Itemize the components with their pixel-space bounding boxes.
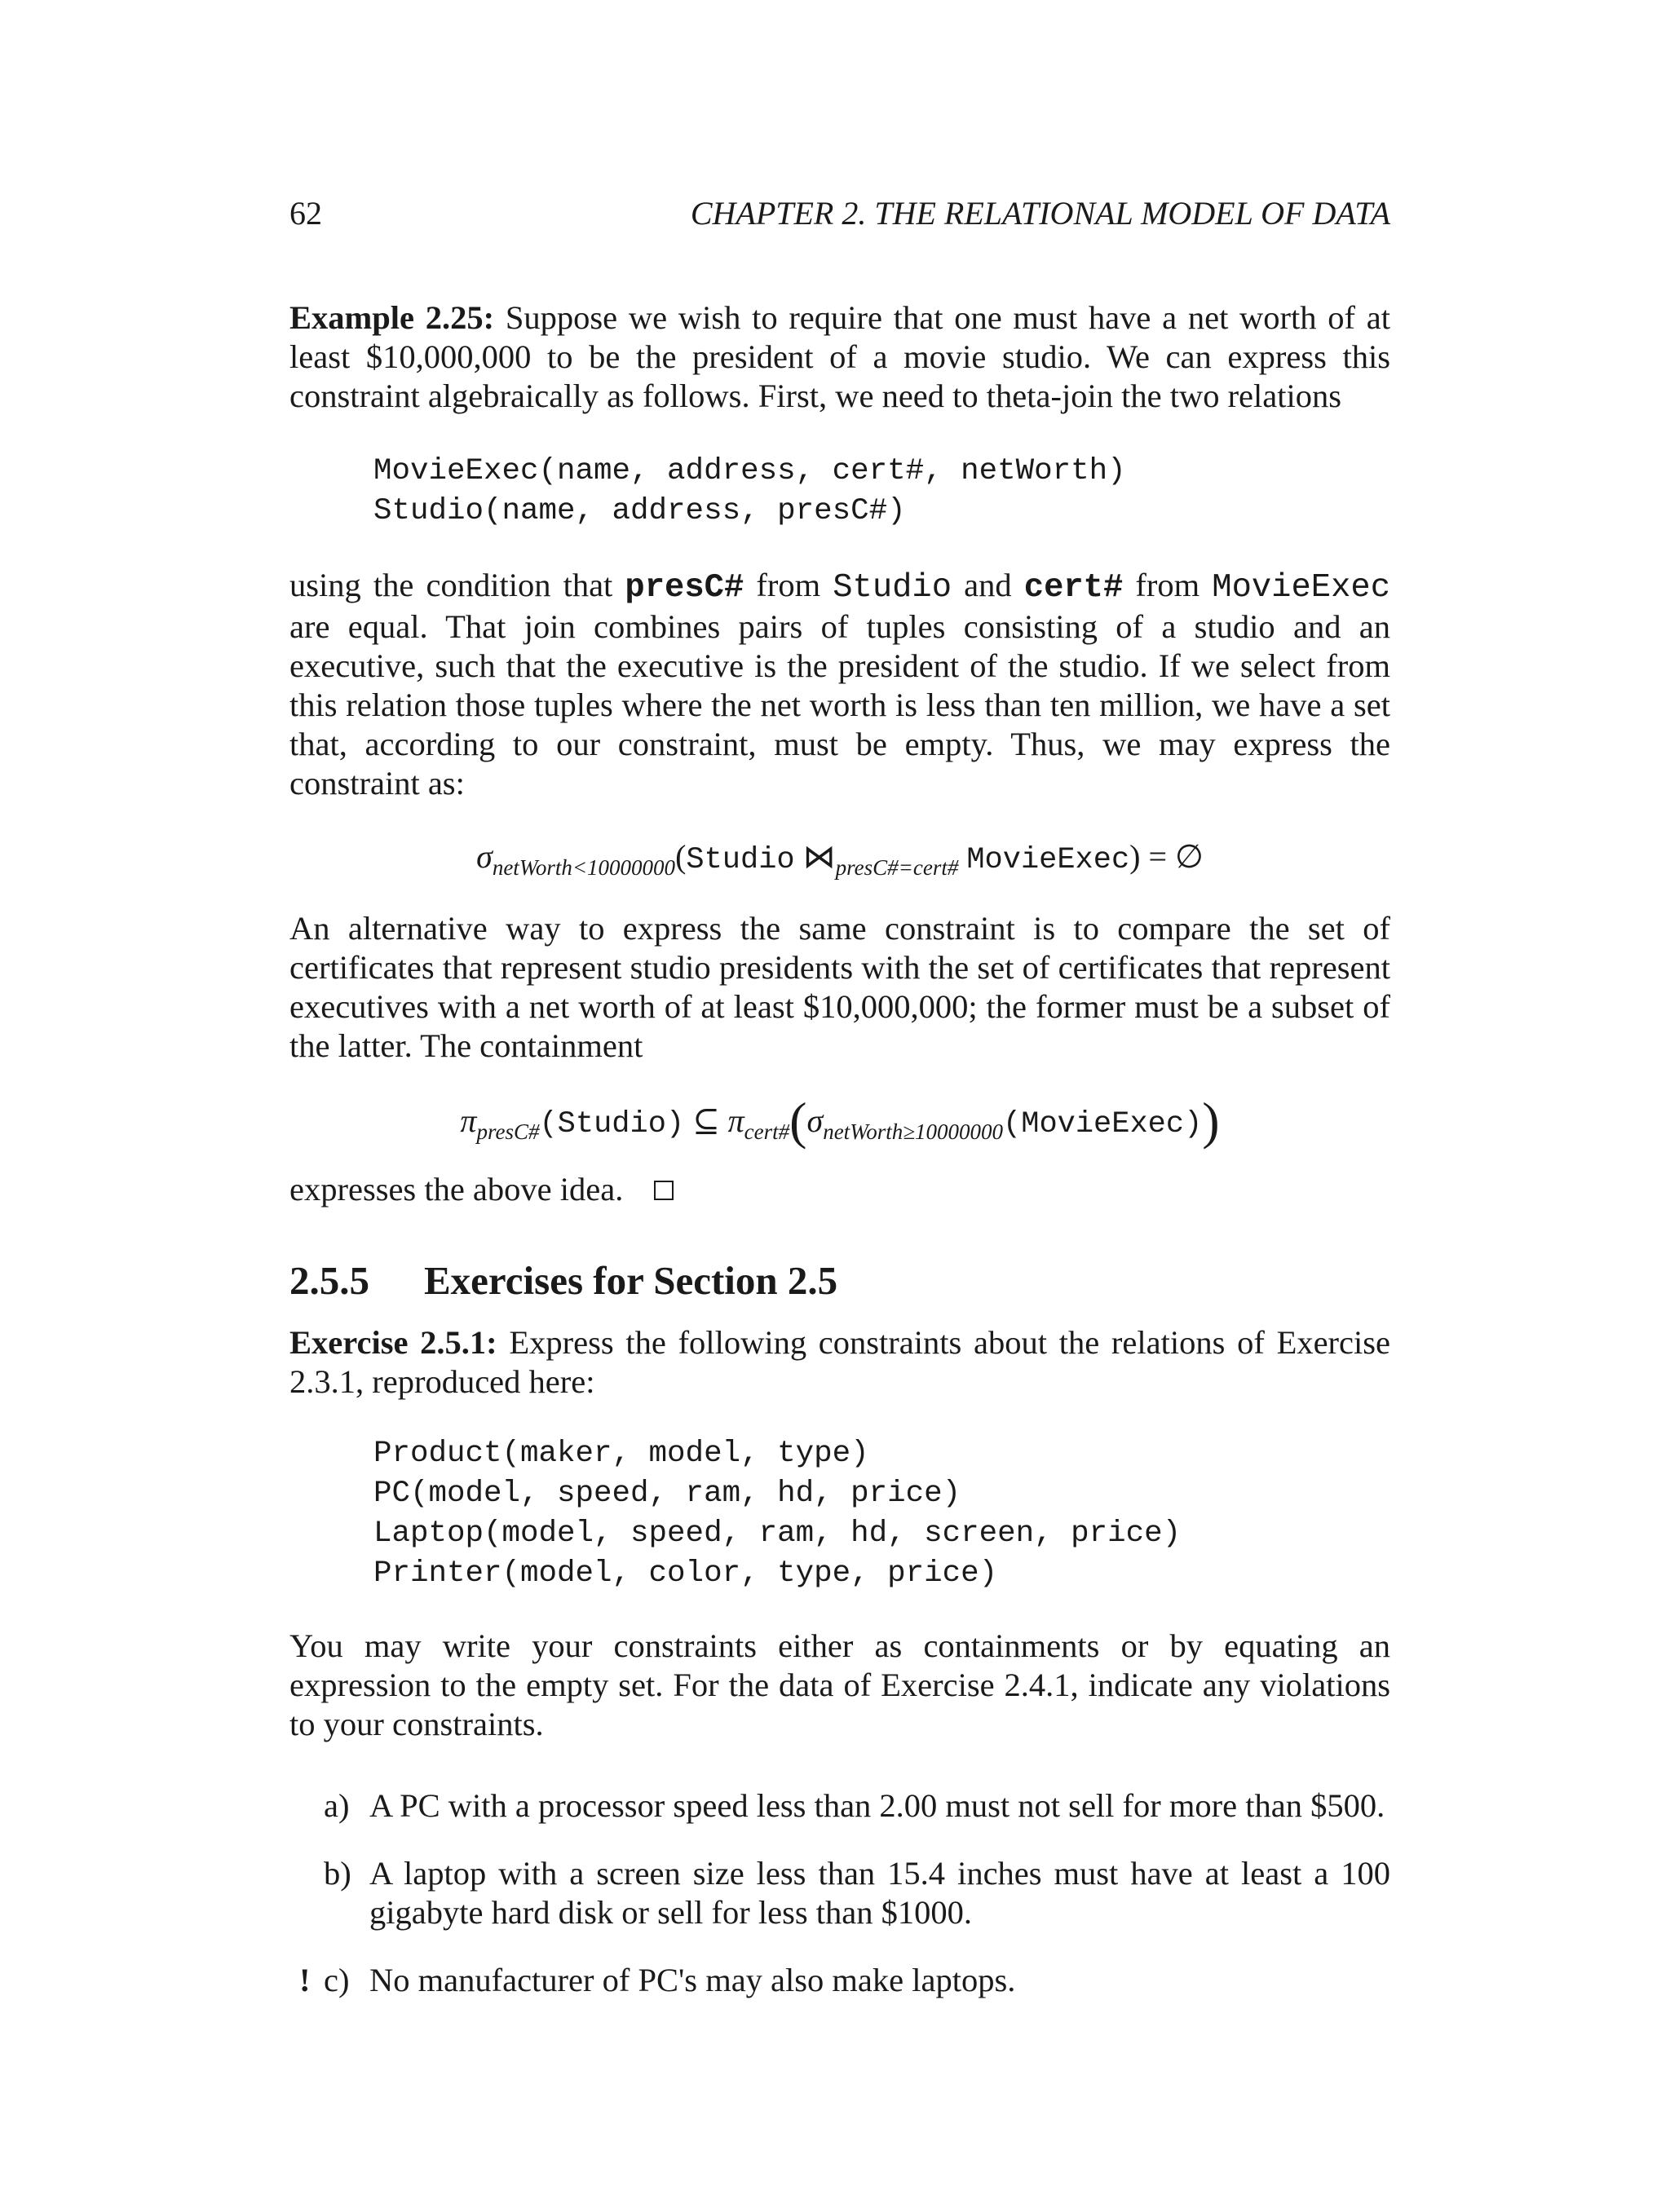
join-symbol: ⋈ (794, 838, 836, 875)
exercise-item-list (289, 1786, 1390, 2000)
difficulty-mark: ! (299, 1962, 311, 1998)
item-text: A PC with a processor speed less than 2.00 must not sell for more than $500. (369, 1787, 1385, 1824)
selection-condition: netWorth<10000000 (492, 855, 676, 880)
code-term: presC# (625, 569, 744, 607)
item-label: a) (324, 1787, 350, 1824)
big-paren: ) (1202, 1092, 1220, 1150)
schema-line: Product(maker, model, type) (373, 1437, 869, 1471)
section-title: Exercises for Section 2.5 (424, 1258, 838, 1303)
relation-name: (Studio) (539, 1107, 685, 1141)
paren: ( (675, 838, 687, 875)
relation-name: MovieExec (966, 843, 1130, 877)
subset-symbol: ⊆ (684, 1102, 728, 1139)
text-run: from (1123, 567, 1213, 603)
exercise-intro-text: Express the following constraints about the relations of Exercise 2.3.1, reproduced here: (289, 1324, 1390, 1400)
section-number: 2.5.5 (289, 1258, 369, 1303)
book-page (289, 194, 1390, 2029)
sigma-symbol: σ (806, 1102, 824, 1139)
list-item (289, 1854, 1390, 1932)
big-paren: ( (789, 1092, 807, 1150)
example-schema-block (373, 452, 1390, 532)
exercise-paragraph (289, 1323, 1390, 1402)
relation-name: (MovieExec) (1003, 1107, 1203, 1141)
selection-condition: netWorth≥10000000 (823, 1119, 1004, 1144)
example-paragraph (289, 298, 1390, 416)
text-run: using the condition that (289, 567, 625, 603)
item-label: c) (324, 1962, 350, 1998)
exercise-label: Exercise 2.5.1: (289, 1324, 497, 1361)
list-item (289, 1786, 1390, 1826)
item-label: b) (324, 1855, 351, 1892)
instructions-paragraph: You may write your constraints either as containments or by equating an expression to the empty set. For the data of Exercise 2.4.1, indicate any violations to your constraints. (289, 1627, 1390, 1742)
closing-text: expresses the above idea. (289, 1171, 624, 1208)
section-heading (289, 1256, 1390, 1305)
item-text: A laptop with a screen size less than 15.4 inches must have at least a 100 gigabyte hard disk or sell for less than $1000. (369, 1855, 1390, 1931)
relation-name: Studio (686, 843, 795, 877)
schema-line: MovieExec(name, address, cert#, netWorth) (373, 454, 1126, 488)
code-term: cert# (1023, 569, 1124, 607)
text-run: from (744, 567, 833, 603)
join-explanation-paragraph (289, 566, 1390, 803)
schema-line: PC(model, speed, ram, hd, price) (373, 1477, 961, 1511)
chapter-title: CHAPTER 2. THE RELATIONAL MODEL OF DATA (690, 195, 1390, 232)
containment-formula (289, 1092, 1390, 1150)
exercise-schema-block (373, 1434, 1390, 1594)
code-term: MovieExec (1212, 569, 1391, 607)
text-run: and (952, 567, 1024, 603)
page-number: 62 (289, 195, 322, 232)
schema-line: Printer(model, color, type, price) (373, 1556, 998, 1591)
alternative-paragraph: An alternative way to express the same constraint is to compare the set of certificates that represent studio presidents with the set of certificates that represent executives with a net worth of at least $10,000,000; the former must be a subset of the latter. The containment (289, 910, 1390, 1064)
sigma-symbol: σ (476, 838, 493, 875)
selection-join-formula (289, 837, 1390, 880)
code-term: Studio (833, 569, 952, 607)
schema-line: Laptop(model, speed, ram, hd, screen, price) (373, 1517, 1182, 1551)
pi-symbol: π (460, 1102, 477, 1139)
text-run: are equal. That join combines pairs of tuples consisting of a studio and an executive, such that the executive is the president of the studio. If we select from this relation those tuples where the net worth is less than ten million, we have a set that, according to our constraint, must be empty. Thus, we may express the constraint as: (289, 608, 1390, 801)
schema-line: Studio(name, address, presC#) (373, 494, 906, 528)
projection-attribute: cert# (744, 1119, 790, 1144)
closing-paragraph (289, 1170, 1390, 1209)
equals-empty-set: ) = ∅ (1129, 838, 1204, 875)
join-condition: presC#=cert# (835, 855, 959, 880)
running-header (289, 194, 1390, 243)
example-label: Example 2.25: (289, 299, 495, 336)
item-text: No manufacturer of PC's may also make laptops. (369, 1962, 1016, 1998)
end-of-example-box-icon (654, 1181, 674, 1200)
example-intro-text: Suppose we wish to require that one must have a net worth of at least $10,000,000 to be the president of a movie studio. We can express this constraint algebraically as follows. First, we need to theta-join the two relations (289, 299, 1390, 414)
projection-attribute: presC# (476, 1119, 540, 1144)
list-item (289, 1961, 1390, 2000)
pi-symbol: π (727, 1102, 744, 1139)
